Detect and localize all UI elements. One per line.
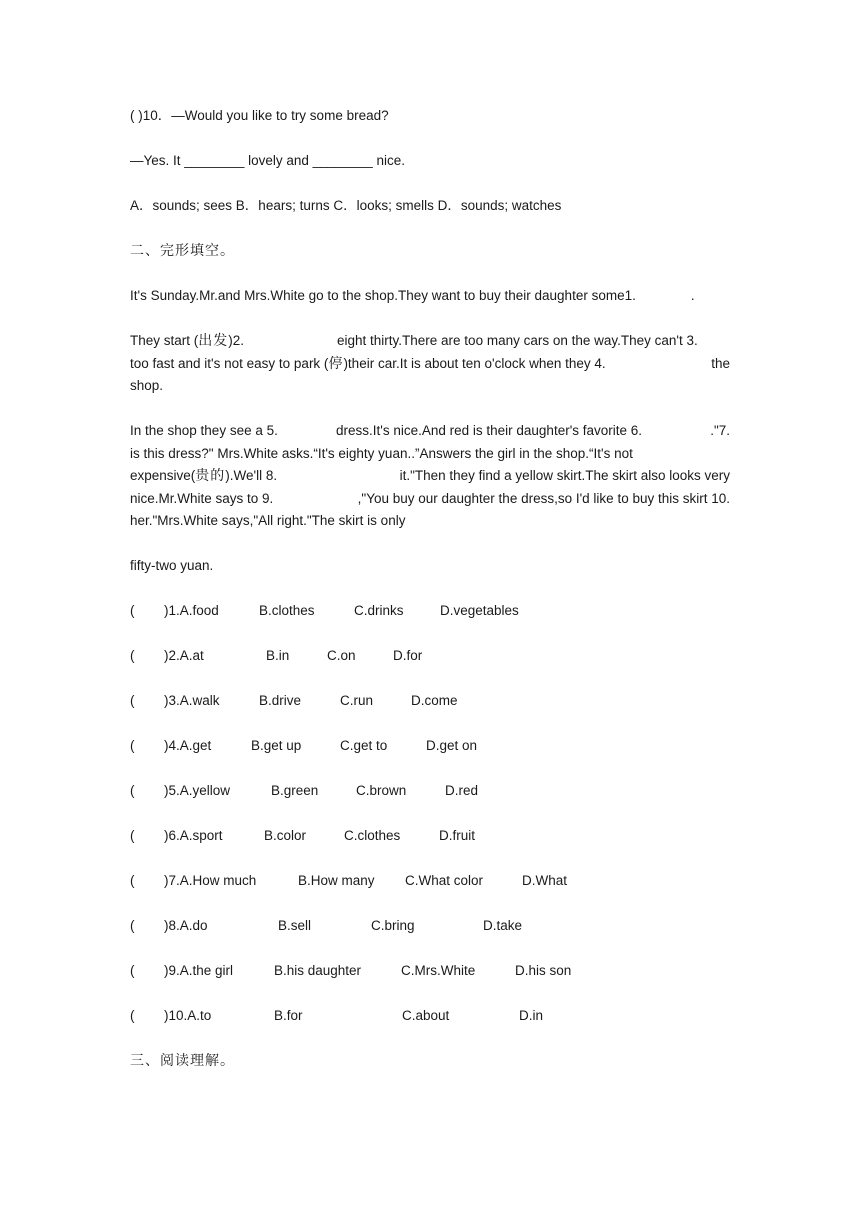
passage-p3-l1a: In the shop they see a 5.: [130, 423, 278, 438]
passage-p3-line-1: [130, 420, 730, 442]
answer-bracket: (: [130, 738, 135, 753]
cloze-question-3: [130, 690, 730, 712]
option-d: D.in: [519, 1008, 544, 1023]
option-a: )7.A.How much: [164, 873, 257, 888]
option-b: B.green: [271, 783, 319, 798]
option-a: )9.A.the girl: [164, 963, 234, 978]
passage-p3-line-5: her."Mrs.White says,"All right."The skirt is only: [130, 513, 406, 528]
passage-p2-line2-end: the: [711, 356, 730, 371]
cloze-question-5: [130, 780, 730, 802]
option-a: )4.A.get: [164, 738, 212, 753]
passage-paragraph-4: fifty-two yuan.: [130, 558, 214, 573]
answer-bracket: (: [130, 693, 135, 708]
option-c: C.Mrs.White: [401, 963, 476, 978]
passage-p3-l3a: expensive(贵的).We'll 8.: [130, 468, 278, 484]
answer-bracket: (: [130, 918, 135, 933]
cloze-question-1: [130, 600, 730, 622]
cloze-question-2: [130, 645, 730, 667]
option-c: C.drinks: [354, 603, 404, 618]
option-b: B.drive: [259, 693, 302, 708]
option-b: B.clothes: [259, 603, 315, 618]
option-c: C.What color: [405, 873, 484, 888]
option-d: D.get on: [426, 738, 478, 753]
option-a: )5.A.yellow: [164, 783, 231, 798]
answer-bracket: (: [130, 963, 135, 978]
answer-bracket: (: [130, 648, 135, 663]
passage-p3-line-4: [130, 488, 730, 510]
question-10-answer: —Yes. It ________ lovely and ________ nice.: [130, 153, 405, 168]
option-b: B.How many: [298, 873, 375, 888]
option-d: D.What: [522, 873, 568, 888]
cloze-question-8: [130, 915, 730, 937]
option-d: D.fruit: [439, 828, 476, 843]
option-a: )3.A.walk: [164, 693, 220, 708]
passage-p3-l1b: dress.It's nice.And red is their daughter's favorite 6.: [336, 423, 643, 438]
passage-p2-text-c: eight thirty.There are too many cars on the way.They can't 3.: [337, 333, 698, 348]
option-d: D.for: [393, 648, 423, 663]
question-10-options: A．sounds; sees B．hears; turns C．looks; smells D．sounds; watches: [130, 198, 562, 213]
passage-p3-line-2: is this dress?" Mrs.White asks.“It's eighty yuan..”Answers the girl in the shop.“It's not: [130, 446, 633, 461]
option-c: C.clothes: [344, 828, 401, 843]
section-2-heading: 二、完形填空。: [130, 243, 235, 259]
passage-p2-line-1: [130, 330, 730, 352]
option-c: C.on: [327, 648, 356, 663]
cloze-question-6: [130, 825, 730, 847]
passage-p3-line-3: [130, 465, 730, 487]
cloze-question-4: [130, 735, 730, 757]
option-a: )2.A.at: [164, 648, 204, 663]
answer-bracket: (: [130, 603, 135, 618]
passage-p3-l4b: ,"You buy our daughter the dress,so I'd like to buy this skirt 10.: [357, 491, 730, 506]
answer-bracket: (: [130, 873, 135, 888]
option-c: C.run: [340, 693, 374, 708]
option-b: B.sell: [278, 918, 312, 933]
passage-p2-line-2: [130, 353, 730, 375]
option-a: )8.A.do: [164, 918, 208, 933]
answer-bracket: (: [130, 783, 135, 798]
option-d: D.vegetables: [440, 603, 519, 618]
option-b: B.his daughter: [274, 963, 362, 978]
answer-bracket: (: [130, 828, 135, 843]
option-c: C.about: [402, 1008, 450, 1023]
option-b: B.in: [266, 648, 290, 663]
option-b: B.for: [274, 1008, 303, 1023]
passage-p2-line-3: shop.: [130, 378, 164, 393]
option-d: D.his son: [515, 963, 572, 978]
option-a: )6.A.sport: [164, 828, 223, 843]
cloze-question-7: [130, 870, 730, 892]
passage-paragraph-1: [130, 285, 730, 307]
option-d: D.come: [411, 693, 458, 708]
passage-p3-l3c: it."Then they find a yellow skirt.The skirt also looks very: [399, 468, 730, 483]
cloze-question-10: [130, 1005, 730, 1027]
passage-p1-end: .: [690, 288, 695, 303]
option-c: C.bring: [371, 918, 415, 933]
passage-p2-text-a: They start (出发)2.: [130, 333, 245, 349]
option-a: )10.A.to: [164, 1008, 212, 1023]
option-d: D.take: [483, 918, 523, 933]
option-c: C.brown: [356, 783, 407, 798]
option-b: B.color: [264, 828, 307, 843]
question-10-stem: ( )10．—Would you like to try some bread?: [130, 108, 389, 123]
passage-p3-l4a: nice.Mr.White says to 9.: [130, 491, 274, 506]
answer-bracket: (: [130, 1008, 135, 1023]
passage-p1-text: It's Sunday.Mr.and Mrs.White go to the shop.They want to buy their daughter some1.: [130, 288, 636, 303]
option-a: )1.A.food: [164, 603, 219, 618]
option-d: D.red: [445, 783, 479, 798]
cloze-question-9: [130, 960, 730, 982]
passage-p2-line2-text: too fast and it's not easy to park (停)their car.It is about ten o'clock when they 4.: [130, 356, 606, 372]
option-b: B.get up: [251, 738, 302, 753]
section-3-heading: 三、阅读理解。: [130, 1053, 235, 1069]
option-c: C.get to: [340, 738, 388, 753]
passage-p3-l1c: ."7.: [710, 423, 730, 438]
